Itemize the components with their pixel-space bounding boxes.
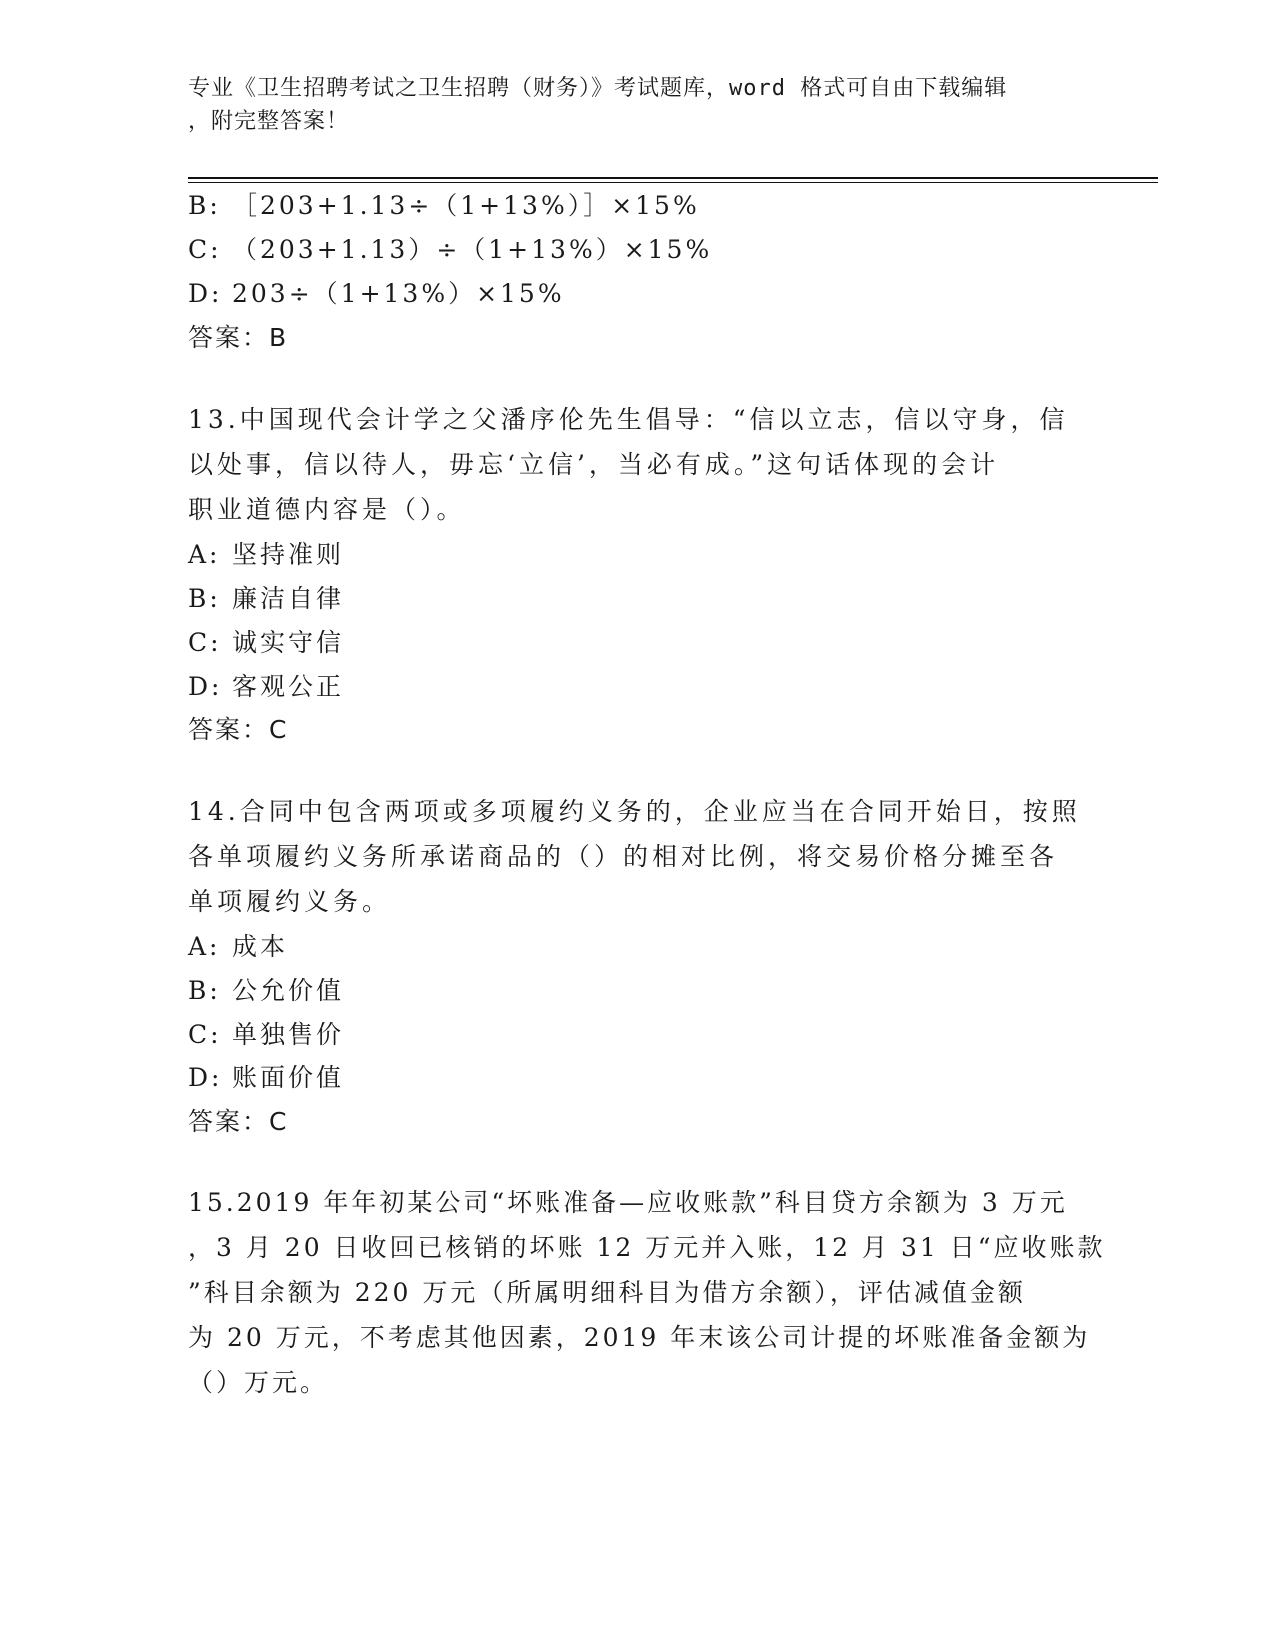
option-text: 成本 bbox=[232, 932, 289, 961]
option-label: C: bbox=[188, 628, 222, 657]
option-text: （203+1.13）÷（1+13%）×15% bbox=[232, 235, 713, 264]
q13-option-b bbox=[188, 579, 344, 615]
q14-stem-line-3: 单项履约义务。 bbox=[188, 887, 392, 916]
option-text: 客观公正 bbox=[232, 672, 345, 701]
q13-option-a bbox=[188, 535, 344, 571]
header-line-1: 专业《卫生招聘考试之卫生招聘（财务）》考试题库，word 格式可自由下载编辑 bbox=[188, 76, 1008, 101]
q13-option-d bbox=[188, 667, 344, 703]
document-header bbox=[188, 72, 1088, 138]
q14-option-d bbox=[188, 1058, 344, 1094]
q13-stem-line-2: 以处事，信以待人，毋忘‘立信’，当必有成。”这句话体现的会计 bbox=[188, 450, 1000, 479]
q15-stem-line-3: ”科目余额为 220 万元（所属明细科目为借方余额），评估减值金额 bbox=[188, 1278, 1026, 1307]
q12-option-c bbox=[188, 230, 712, 266]
option-text: 203÷（1+13%）×15% bbox=[232, 279, 565, 308]
q15-stem-line-2: ，3 月 20 日收回已核销的坏账 12 万元并入账，12 月 31 日“应收账款 bbox=[188, 1233, 1106, 1262]
q12-option-d bbox=[188, 274, 565, 310]
option-label: B: bbox=[188, 976, 221, 1005]
q13-stem-line-3: 职业道德内容是（）。 bbox=[188, 495, 466, 524]
option-text: 坚持准则 bbox=[232, 540, 345, 569]
header-divider-thick bbox=[188, 177, 1158, 179]
option-text: 账面价值 bbox=[232, 1063, 345, 1092]
q12-answer: 答案：B bbox=[188, 323, 289, 352]
q14-option-b bbox=[188, 971, 344, 1007]
option-text: 单独售价 bbox=[232, 1020, 345, 1049]
q14-stem-line-1: 14.合同中包含两项或多项履约义务的，企业应当在合同开始日，按照 bbox=[188, 797, 1081, 826]
option-text: 廉洁自律 bbox=[232, 584, 345, 613]
option-label: D: bbox=[188, 1063, 223, 1092]
q13-stem bbox=[188, 397, 1088, 532]
q13-stem-line-1: 13.中国现代会计学之父潘序伦先生倡导：“信以立志，信以守身，信 bbox=[188, 405, 1069, 434]
header-line-2: ，附完整答案！ bbox=[188, 109, 350, 134]
q14-stem-line-2: 各单项履约义务所承诺商品的（）的相对比例，将交易价格分摊至各 bbox=[188, 842, 1059, 871]
option-label: D: bbox=[188, 279, 223, 308]
q14-answer: 答案：C bbox=[188, 1107, 289, 1136]
q14-stem bbox=[188, 789, 1088, 924]
q13-answer: 答案：C bbox=[188, 715, 289, 744]
q15-stem-line-1: 15.2019 年年初某公司“坏账准备—应收账款”科目贷方余额为 3 万元 bbox=[188, 1188, 1068, 1217]
q14-option-a bbox=[188, 927, 288, 963]
option-label: A: bbox=[188, 932, 221, 961]
option-label: C: bbox=[188, 1020, 222, 1049]
option-label: A: bbox=[188, 540, 221, 569]
option-label: D: bbox=[188, 672, 223, 701]
q13-option-c bbox=[188, 623, 344, 659]
header-divider-thin bbox=[188, 182, 1158, 183]
option-label: B: bbox=[188, 584, 221, 613]
option-text: ［203+1.13÷（1+13%）］×15% bbox=[232, 191, 700, 220]
q12-option-b bbox=[188, 186, 700, 222]
option-text: 公允价值 bbox=[232, 976, 345, 1005]
option-label: B: bbox=[188, 191, 221, 220]
option-label: C: bbox=[188, 235, 222, 264]
q15-stem-line-4: 为 20 万元，不考虑其他因素，2019 年末该公司计提的坏账准备金额为 bbox=[188, 1323, 1091, 1352]
q14-option-c bbox=[188, 1015, 344, 1051]
option-text: 诚实守信 bbox=[232, 628, 345, 657]
q15-stem-line-5: （）万元。 bbox=[188, 1368, 329, 1397]
q15-stem bbox=[188, 1180, 1106, 1405]
